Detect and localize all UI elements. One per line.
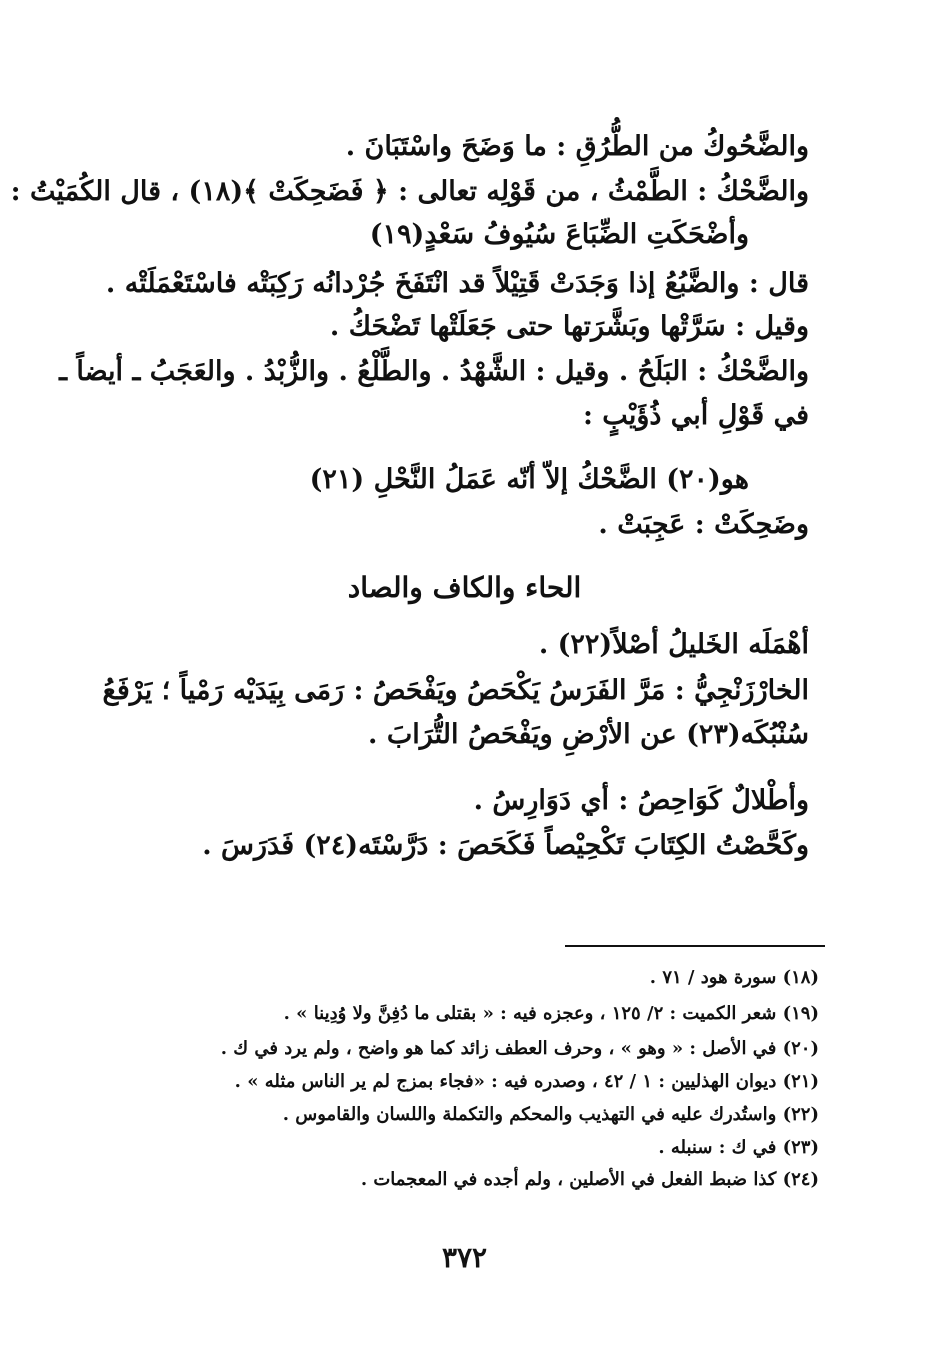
section-line-1: أهْمَلَه الخَليلُ أصْلاً(٢٢) .	[538, 629, 809, 660]
footnote-21: (٢١) ديوان الهذليين : ١ / ٤٢ ، وصدره فيه : «فجاء بمزج لم ير الناس مثله » .	[234, 1071, 819, 1092]
footnote-18: (١٨) سورة هود / ٧١ .	[649, 967, 819, 988]
poetry-verse-kumait: وأضْحَكَتِ الضِّبَاعَ سُيُوفُ سَعْدٍ(١٩)	[369, 219, 749, 250]
footnote-20: (٢٠) في الأصل : « وهو » ، وحرف العطف زائد كما هو واضح ، ولم يرد في ك .	[220, 1038, 819, 1059]
body-line-2: والضَّحْكُ : الطَّمْثُ ، من قَوْلِه تعالى : ﴿ فَضَحِكَتْ ﴾(١٨) ، قال الكُمَيْتُ :	[10, 176, 809, 207]
footnote-23: (٢٣) في ك : سنبله .	[658, 1137, 819, 1158]
section-heading: الحاء والكاف والصاد	[347, 571, 582, 604]
body-line-3: قال : والضَّبُعُ إذا وَجَدَتْ قَتِيْلاً قد انْتَفَخَ جُرْدانُه رَكِبَتْه فاسْتَعْمَلَتْه .	[105, 268, 809, 299]
section-line-2: الخارْزَنْجِيُّ : مَرَّ الفَرَسُ يَكْحَصُ ويَفْحَصُ : رَمَى بِيَدَيْه رَمْياً ؛ يَرْفَعُ	[102, 675, 809, 706]
footnote-separator	[565, 945, 825, 947]
section-line-3: سُنْبُكَه(٢٣) عن الأرْضِ ويَفْحَصُ التُّرَابَ .	[368, 719, 809, 750]
section-line-4: وأطْلالٌ كَوَاحِصُ : أي دَوَارِسُ .	[473, 785, 809, 816]
poetry-verse-abu-dhuayb: هو(٢٠) الضَّحْكُ إلاّ أنّه عَمَلُ النَّحْلِ (٢١)	[309, 464, 749, 495]
footnote-24: (٢٤) كذا ضبط الفعل في الأصلين ، ولم أجده في المعجمات .	[360, 1169, 819, 1190]
footnote-19: (١٩) شعر الكميت : ٢/ ١٢٥ ، وعجزه فيه : « بقتلى ما دُفِنَّ ولا وُدِينا » .	[283, 1003, 819, 1024]
body-line-4: وقيل : سَرَّتْها وبَشَّرَتها حتى جَعَلَتْها تَضْحَكُ .	[329, 311, 809, 342]
page-number: ٣٧٢	[441, 1241, 488, 1274]
body-line-6: في قَوْلِ أبي ذُؤَيْبٍ :	[582, 400, 809, 431]
section-line-5: وكَحَّصْتُ الكِتَابَ تَكْحِيْصاً فَكَحَصَ : دَرَّسْتَه(٢٤) فَدَرَسَ .	[202, 830, 809, 861]
body-line-7: وضَحِكَتْ : عَجِبَتْ .	[598, 509, 809, 540]
footnote-22: (٢٢) واستُدرك عليه في التهذيب والمحكم والتكملة واللسان والقاموس .	[282, 1104, 819, 1125]
body-line-5: والضَّحْكُ : البَلَحُ . وقيل : الشَّهْدُ . والطَّلْعُ . والزُّبْدُ . والعَجَبُ ـ أيضاً ـ	[59, 356, 809, 387]
body-line-1: والضَّحُوكُ من الطُّرُقِ : ما وَضَحَ واسْتَبَانَ .	[345, 131, 809, 162]
